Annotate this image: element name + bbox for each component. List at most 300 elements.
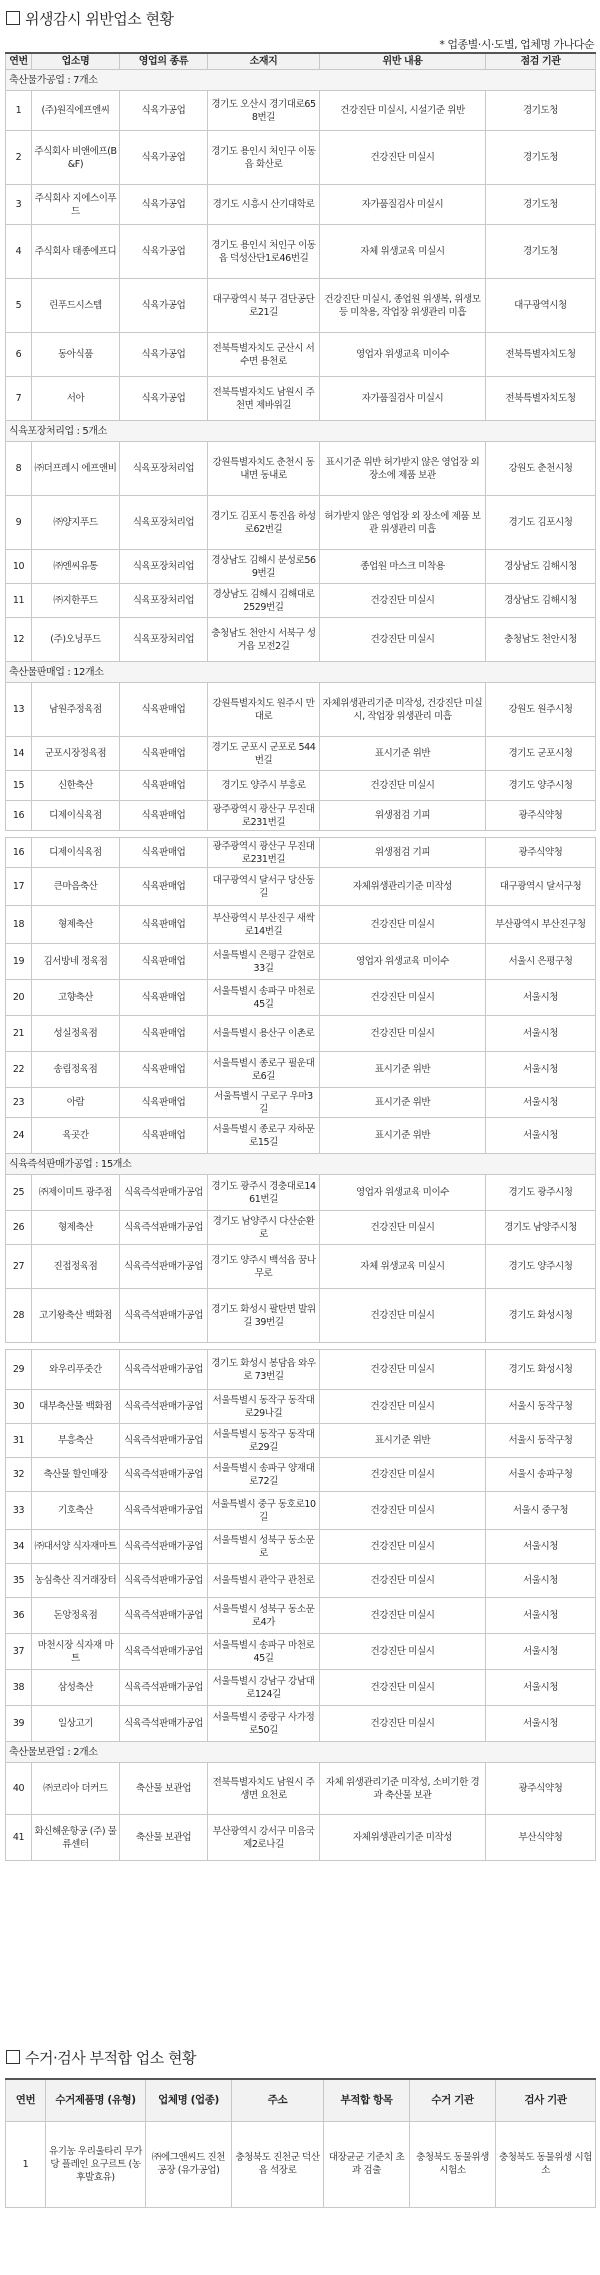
col-inspector-cell: 서울시청 [486,1670,596,1706]
col-number-cell: 7 [6,377,32,421]
violation-table [5,52,596,1861]
table-row [6,2121,596,2207]
col-number-cell: 35 [6,1564,32,1598]
category-label: 축산물판매업 : 12개소 [6,662,596,683]
col-address-cell: 전북특별자치도 남원시 주천면 제바위길 [208,377,320,421]
col-violation-cell: 건강진단 미실시 [320,980,486,1016]
col-violation-cell: 건강진단 미실시, 시설기준 위반 [320,91,486,131]
col-business-name-cell: 디제이식육점 [32,801,120,831]
col-violation-cell: 자체 위생교육 미실시 [320,225,486,279]
col-business-type-cell: 식육가공업 [120,91,208,131]
col-number-cell: 41 [6,1815,32,1861]
table-row [6,1564,596,1598]
col-violation-cell: 자가품질검사 미실시 [320,185,486,225]
col-violation-cell: 자체 위생관리기준 미작성, 소비기한 경과 축산물 보관 [320,1763,486,1815]
col-number-cell: 28 [6,1289,32,1343]
col-inspector-cell: 서울시청 [486,1564,596,1598]
col-business-type-cell: 식육즉석판매가공업 [120,1245,208,1289]
table-row [6,1088,596,1118]
col-address-cell: 경기도 군포시 군포로 544번길 [208,737,320,771]
category-label: 식육포장처리업 : 5개소 [6,421,596,442]
col-violation-cell: 건강진단 미실시 [320,1016,486,1052]
col-number-cell: 38 [6,1670,32,1706]
table-row [6,377,596,421]
col-business-type-cell: 식육판매업 [120,906,208,944]
col-address-cell: 서울특별시 송파구 마천로45길 [208,980,320,1016]
col-address-cell: 서울특별시 동작구 동작대로29길 [208,1424,320,1458]
col-inspector-cell: 경기도청 [486,185,596,225]
col-number-cell: 23 [6,1088,32,1118]
table-row [6,1245,596,1289]
col-number-cell: 31 [6,1424,32,1458]
col-address-cell: 경기도 화성시 팔탄면 발위길 39번길 [208,1289,320,1343]
gap-cell [6,831,596,838]
col-inspector-cell: 경상남도 김해시청 [486,550,596,584]
col-collector-cell: 충청북도 동물위생 시험소 [410,2121,496,2207]
col-address-cell: 서울특별시 용산구 이촌로 [208,1016,320,1052]
col-number-cell: 39 [6,1706,32,1742]
table-row [6,1492,596,1530]
col-business-type-cell: 식육즉석판매가공업 [120,1175,208,1211]
col-business-name-cell: ㈜제이미트 광주점 [32,1175,120,1211]
col-number-cell: 27 [6,1245,32,1289]
col-business-name-cell: 남원주정육점 [32,683,120,737]
col-address-cell: 부산광역시 강서구 미음국제2로나길 [208,1815,320,1861]
col-inspector-cell: 서울시청 [486,1088,596,1118]
section1-title: 위생감시 위반업소 현황 [6,8,173,29]
col-address-cell: 전북특별자치도 남원시 주생면 요천로 [208,1763,320,1815]
col-company-cell: ㈜에그앤씨드 진천공장 (유가공업) [146,2121,232,2207]
table-row [6,1289,596,1343]
col-violation-cell: 영업자 위생교육 미이수 [320,333,486,377]
col-number-cell: 1 [6,91,32,131]
col-inspector-cell: 경기도 광주시청 [486,1175,596,1211]
table-row [6,91,596,131]
page-break-gap [6,1343,596,1350]
col-business-type-cell: 식육포장처리업 [120,442,208,496]
col-address-cell: 서울특별시 강남구 강남대로124길 [208,1670,320,1706]
col-number-cell: 2 [6,131,32,185]
col-business-type-cell: 식육가공업 [120,279,208,333]
col-address-cell: 서울특별시 관악구 관천로 [208,1564,320,1598]
page-break-gap [6,831,596,838]
col-business-name-cell: 주식회사 태종에프디 [32,225,120,279]
col-violation-cell: 자체 위생교육 미실시 [320,1245,486,1289]
table-row [6,1052,596,1088]
col-business-name-cell: 육곳간 [32,1118,120,1154]
category-label: 축산물보관업 : 2개소 [6,1742,596,1763]
col-address-cell: 경기도 용인시 처인구 이동읍 덕성산단1로46번길 [208,225,320,279]
col-business-type-cell: 식육가공업 [120,377,208,421]
col-inspector-cell: 서울시청 [486,1530,596,1564]
col-business-type-cell: 식육포장처리업 [120,496,208,550]
table-row [6,279,596,333]
col-address-cell: 광주광역시 광산구 무진대로231번길 [208,838,320,868]
col-address-cell: 경상남도 김해시 분성로569번길 [208,550,320,584]
col-number-cell: 16 [6,838,32,868]
col-address-cell: 서울특별시 구로구 우마3길 [208,1088,320,1118]
table-row [6,1175,596,1211]
col-business-name-cell: ㈜코리아 더커드 [32,1763,120,1815]
col-number-cell: 26 [6,1211,32,1245]
col-number-cell: 11 [6,584,32,618]
col-inspector-cell: 서울시 송파구청 [486,1458,596,1492]
col-number-cell: 13 [6,683,32,737]
col-business-type-cell: 식육판매업 [120,868,208,906]
col-violation-cell: 표시기준 위반 [320,1424,486,1458]
col-violation-cell: 건강진단 미실시 [320,1706,486,1742]
col-business-type-cell: 축산물 보관업 [120,1815,208,1861]
col-number-cell: 17 [6,868,32,906]
col-violation-cell: 표시기준 위반 [320,737,486,771]
col-violation-header: 위반 내용 [320,53,486,70]
col-business-type-cell: 식육판매업 [120,737,208,771]
col-inspector-cell: 경기도 양주시청 [486,771,596,801]
col-business-name-cell: 화신해운항공 (주) 물류센터 [32,1815,120,1861]
col-number-cell: 15 [6,771,32,801]
col-product-header: 수거제품명 (유형) [46,2079,146,2121]
col-inspector-cell: 광주식약청 [486,1763,596,1815]
col-business-type-header: 영업의 종류 [120,53,208,70]
table-row [6,442,596,496]
col-inspector-cell: 광주식약청 [486,801,596,831]
col-failure-item-cell: 대장균군 기준치 초과 검출 [324,2121,410,2207]
col-address-cell: 광주광역시 광산구 무진대로231번길 [208,801,320,831]
col-violation-cell: 허가받지 않은 영업장 외 장소에 제품 보관 위생관리 미흡 [320,496,486,550]
col-violation-cell: 자가품질검사 미실시 [320,377,486,421]
checkbox-square-icon [6,11,20,25]
category-row [6,662,596,683]
col-number-cell: 30 [6,1390,32,1424]
col-violation-cell: 건강진단 미실시 [320,584,486,618]
col-inspector-cell: 서울시청 [486,1598,596,1634]
col-business-type-cell: 식육즉석판매가공업 [120,1530,208,1564]
col-address-cell: 서울특별시 송파구 양재대로72길 [208,1458,320,1492]
col-business-type-cell: 식육가공업 [120,225,208,279]
table-row [6,550,596,584]
table-row [6,906,596,944]
table-row [6,131,596,185]
col-inspector-cell: 충청남도 천안시청 [486,618,596,662]
table-row [6,1706,596,1742]
col-number-cell: 4 [6,225,32,279]
col-number-cell: 10 [6,550,32,584]
col-address-cell: 경기도 오산시 경기대로658번길 [208,91,320,131]
col-business-type-cell: 식육판매업 [120,1118,208,1154]
table-row [6,1598,596,1634]
table-row [6,1390,596,1424]
col-address-cell: 충청남도 천안시 서북구 성거읍 모전2길 [208,618,320,662]
col-violation-cell: 종업원 마스크 미착용 [320,550,486,584]
col-business-name-cell: 일상고기 [32,1706,120,1742]
col-number-cell: 5 [6,279,32,333]
col-business-name-cell: 주식회사 비앤에프(B&F) [32,131,120,185]
col-business-name-cell: ㈜엔씨유통 [32,550,120,584]
col-business-name-cell: ㈜더프레시 에프앤비 [32,442,120,496]
col-business-type-cell: 식육가공업 [120,185,208,225]
table-row [6,838,596,868]
col-inspector-cell: 전북특별자치도청 [486,377,596,421]
col-business-name-cell: 큰마음축산 [32,868,120,906]
col-address-cell: 서울특별시 송파구 마천로45길 [208,1634,320,1670]
col-number-cell: 24 [6,1118,32,1154]
col-address-cell: 서울특별시 종로구 필운대로6길 [208,1052,320,1088]
col-inspector-cell: 서울시 동작구청 [486,1390,596,1424]
section2-title: 수거·검사 부적합 업소 현황 [6,2047,196,2068]
col-business-type-cell: 식육판매업 [120,801,208,831]
inspection-table [5,2078,596,2208]
col-address-cell: 대구광역시 달서구 당산동길 [208,868,320,906]
col-business-type-cell: 식육즉석판매가공업 [120,1211,208,1245]
col-address-cell: 서울특별시 중랑구 사가정로50길 [208,1706,320,1742]
col-violation-cell: 표시기준 위반 [320,1118,486,1154]
col-business-type-cell: 식육즉석판매가공업 [120,1390,208,1424]
col-number-cell: 34 [6,1530,32,1564]
col-inspector-cell: 경기도 화성시청 [486,1350,596,1390]
col-business-type-cell: 식육판매업 [120,683,208,737]
col-number-cell: 19 [6,944,32,980]
col-business-type-cell: 식육즉석판매가공업 [120,1424,208,1458]
table-row [6,1763,596,1815]
col-business-type-cell: 식육판매업 [120,1088,208,1118]
table-row [6,1211,596,1245]
col-business-type-cell: 식육즉석판매가공업 [120,1492,208,1530]
table-row [6,737,596,771]
col-violation-cell: 자체위생관리기준 미작성 [320,1815,486,1861]
col-inspector-cell: 부산식약청 [486,1815,596,1861]
table-row [6,584,596,618]
col-address-cell: 서울특별시 종로구 자하문로15길 [208,1118,320,1154]
col-address-cell: 전북특별자치도 군산시 서수면 용천로 [208,333,320,377]
col-business-name-cell: 부흥축산 [32,1424,120,1458]
col-business-type-cell: 식육판매업 [120,944,208,980]
col-business-name-cell: 아람 [32,1088,120,1118]
sort-note: * 업종별·시·도별, 업체명 가나다순 [439,38,594,51]
table-row [6,225,596,279]
col-business-type-cell: 식육가공업 [120,333,208,377]
col-inspector-header: 점검 기관 [486,53,596,70]
category-row [6,1154,596,1175]
col-business-name-cell: 김서방네 정육점 [32,944,120,980]
col-violation-cell: 건강진단 미실시 [320,1492,486,1530]
gap-cell [6,1343,596,1350]
col-business-name-cell: 형제축산 [32,1211,120,1245]
col-address-cell: 경기도 시흥시 산기대학로 [208,185,320,225]
table-row [6,1530,596,1564]
col-violation-cell: 건강진단 미실시 [320,1564,486,1598]
col-address-cell: 충청북도 진천군 덕산읍 석장로 [232,2121,324,2207]
col-violation-cell: 자체위생관리기준 미작성, 건강진단 미실시, 작업장 위생관리 미흡 [320,683,486,737]
table-row [6,980,596,1016]
col-business-name-cell: ㈜대서양 식자재마트 [32,1530,120,1564]
col-inspector-cell: 대구광역시 달서구청 [486,868,596,906]
col-inspector-cell: 경기도 김포시청 [486,496,596,550]
col-inspector-cell: 경기도 남양주시청 [486,1211,596,1245]
col-business-name-cell: 돈앙정육점 [32,1598,120,1634]
col-inspector-cell: 서울시청 [486,1634,596,1670]
col-inspector-cell: 강원도 원주시청 [486,683,596,737]
col-business-name-cell: ㈜양지푸드 [32,496,120,550]
col-address-cell: 경기도 양주시 백석읍 꿈나무로 [208,1245,320,1289]
col-business-type-cell: 식육즉석판매가공업 [120,1670,208,1706]
col-business-type-cell: 식육포장처리업 [120,550,208,584]
col-business-name-header: 업소명 [32,53,120,70]
col-address-header: 소재지 [208,53,320,70]
table-row [6,801,596,831]
col-inspector-cell: 경기도 화성시청 [486,1289,596,1343]
col-address-cell: 경기도 김포시 통진읍 하성로62번길 [208,496,320,550]
col-number-cell: 16 [6,801,32,831]
col-violation-cell: 건강진단 미실시 [320,906,486,944]
col-number-header: 연번 [6,53,32,70]
col-business-type-cell: 식육즉석판매가공업 [120,1598,208,1634]
col-business-type-cell: 식육판매업 [120,1052,208,1088]
col-number-cell: 40 [6,1763,32,1815]
col-business-type-cell: 식육판매업 [120,980,208,1016]
category-label: 식육즉석판매가공업 : 15개소 [6,1154,596,1175]
col-business-name-cell: 주식회사 지에스이푸드 [32,185,120,225]
col-inspector-cell: 서울시청 [486,980,596,1016]
col-number-cell: 12 [6,618,32,662]
col-violation-cell: 자체위생관리기준 미작성 [320,868,486,906]
col-violation-cell: 건강진단 미실시 [320,1458,486,1492]
category-row [6,421,596,442]
col-address-cell: 경기도 용인시 처인구 이동읍 화산로 [208,131,320,185]
col-number-cell: 8 [6,442,32,496]
col-tester-cell: 충청북도 동물위생 시험소 [496,2121,596,2207]
col-number-cell: 9 [6,496,32,550]
col-number-cell: 3 [6,185,32,225]
col-business-name-cell: 마천시장 식자재 마트 [32,1634,120,1670]
col-number-cell: 18 [6,906,32,944]
col-failure-item-header: 부적합 항목 [324,2079,410,2121]
col-violation-cell: 건강진단 미실시 [320,1530,486,1564]
col-number-cell: 32 [6,1458,32,1492]
col-business-name-cell: 송림정육점 [32,1052,120,1088]
table-row [6,944,596,980]
col-business-name-cell: 신한축산 [32,771,120,801]
col-business-name-cell: 고향축산 [32,980,120,1016]
col-violation-cell: 건강진단 미실시 [320,131,486,185]
table-row [6,1118,596,1154]
col-business-type-cell: 식육포장처리업 [120,584,208,618]
col-number-cell: 29 [6,1350,32,1390]
col-business-name-cell: (주)오닝푸드 [32,618,120,662]
col-violation-cell: 영업자 위생교육 미이수 [320,1175,486,1211]
col-business-name-cell: 형제축산 [32,906,120,944]
col-inspector-cell: 서울시청 [486,1052,596,1088]
col-inspector-cell: 광주식약청 [486,838,596,868]
col-number-cell: 21 [6,1016,32,1052]
col-inspector-cell: 서울시청 [486,1706,596,1742]
col-business-type-cell: 식육즉석판매가공업 [120,1350,208,1390]
category-row [6,1742,596,1763]
col-address-cell: 경기도 화성시 봉담읍 와우로 73번길 [208,1350,320,1390]
col-company-header: 업체명 (업종) [146,2079,232,2121]
col-violation-cell: 건강진단 미실시 [320,618,486,662]
col-address-cell: 강원특별자치도 춘천시 동내면 동내로 [208,442,320,496]
col-violation-cell: 표시기준 위반 [320,1088,486,1118]
col-inspector-cell: 경기도청 [486,131,596,185]
col-business-name-cell: 동아식품 [32,333,120,377]
col-inspector-cell: 경기도 군포시청 [486,737,596,771]
col-inspector-cell: 경기도청 [486,225,596,279]
table-row [6,1815,596,1861]
col-inspector-cell: 대구광역시청 [486,279,596,333]
col-address-cell: 경상남도 김해시 김해대로 2529번길 [208,584,320,618]
col-inspector-cell: 서울시 은평구청 [486,944,596,980]
col-number-cell: 37 [6,1634,32,1670]
col-business-type-cell: 식육즉석판매가공업 [120,1289,208,1343]
col-product-cell: 유기농 우리울타리 무가당 플레인 요구르트 (농후발효유) [46,2121,146,2207]
col-violation-cell: 영업자 위생교육 미이수 [320,944,486,980]
table-row [6,185,596,225]
col-violation-cell: 건강진단 미실시 [320,1289,486,1343]
table-row [6,771,596,801]
col-inspector-cell: 전북특별자치도청 [486,333,596,377]
col-violation-cell: 표시기준 위반 [320,1052,486,1088]
col-business-name-cell: 기호축산 [32,1492,120,1530]
col-address-cell: 경기도 양주시 부흥로 [208,771,320,801]
col-address-cell: 대구광역시 북구 검단공단로21길 [208,279,320,333]
col-business-name-cell: 진접정육점 [32,1245,120,1289]
col-address-header: 주소 [232,2079,324,2121]
col-business-type-cell: 식육즉석판매가공업 [120,1564,208,1598]
col-number-cell: 20 [6,980,32,1016]
table-row [6,868,596,906]
col-inspector-cell: 경기도 양주시청 [486,1245,596,1289]
col-business-type-cell: 식육즉석판매가공업 [120,1458,208,1492]
table-row [6,333,596,377]
table-header-row [6,2079,596,2121]
col-inspector-cell: 서울시 동작구청 [486,1424,596,1458]
col-violation-cell: 건강진단 미실시, 종업원 위생복, 위생모 등 미착용, 작업장 위생관리 미흡 [320,279,486,333]
table-header-row [6,53,596,70]
col-business-name-cell: 와우리푸줏간 [32,1350,120,1390]
col-violation-cell: 건강진단 미실시 [320,1598,486,1634]
col-collector-header: 수거 기관 [410,2079,496,2121]
col-address-cell: 강원특별자치도 원주시 만대로 [208,683,320,737]
col-business-type-cell: 식육판매업 [120,1016,208,1052]
col-address-cell: 경기도 남양주시 다산순환로 [208,1211,320,1245]
col-business-type-cell: 식육판매업 [120,771,208,801]
col-inspector-cell: 서울시청 [486,1016,596,1052]
col-address-cell: 서울특별시 동작구 동작대로29나길 [208,1390,320,1424]
table-row [6,1670,596,1706]
col-violation-cell: 위생점검 기피 [320,838,486,868]
table-row [6,1016,596,1052]
col-violation-cell: 위생점검 기피 [320,801,486,831]
col-business-name-cell: 농심축산 직거래장터 [32,1564,120,1598]
col-business-type-cell: 식육포장처리업 [120,618,208,662]
col-inspector-cell: 서울시 중구청 [486,1492,596,1530]
col-violation-cell: 건강진단 미실시 [320,1211,486,1245]
table-row [6,618,596,662]
col-business-type-cell: 식육가공업 [120,131,208,185]
col-business-type-cell: 축산물 보관업 [120,1763,208,1815]
table-row [6,683,596,737]
col-number-cell: 14 [6,737,32,771]
col-business-name-cell: ㈜지한푸드 [32,584,120,618]
col-tester-header: 검사 기관 [496,2079,596,2121]
col-address-cell: 부산광역시 부산진구 새싹로14번길 [208,906,320,944]
col-business-type-cell: 식육즉석판매가공업 [120,1634,208,1670]
col-business-name-cell: 성실정육점 [32,1016,120,1052]
col-business-name-cell: 린푸드시스템 [32,279,120,333]
table-row [6,496,596,550]
col-violation-cell: 건강진단 미실시 [320,1670,486,1706]
table-row [6,1350,596,1390]
